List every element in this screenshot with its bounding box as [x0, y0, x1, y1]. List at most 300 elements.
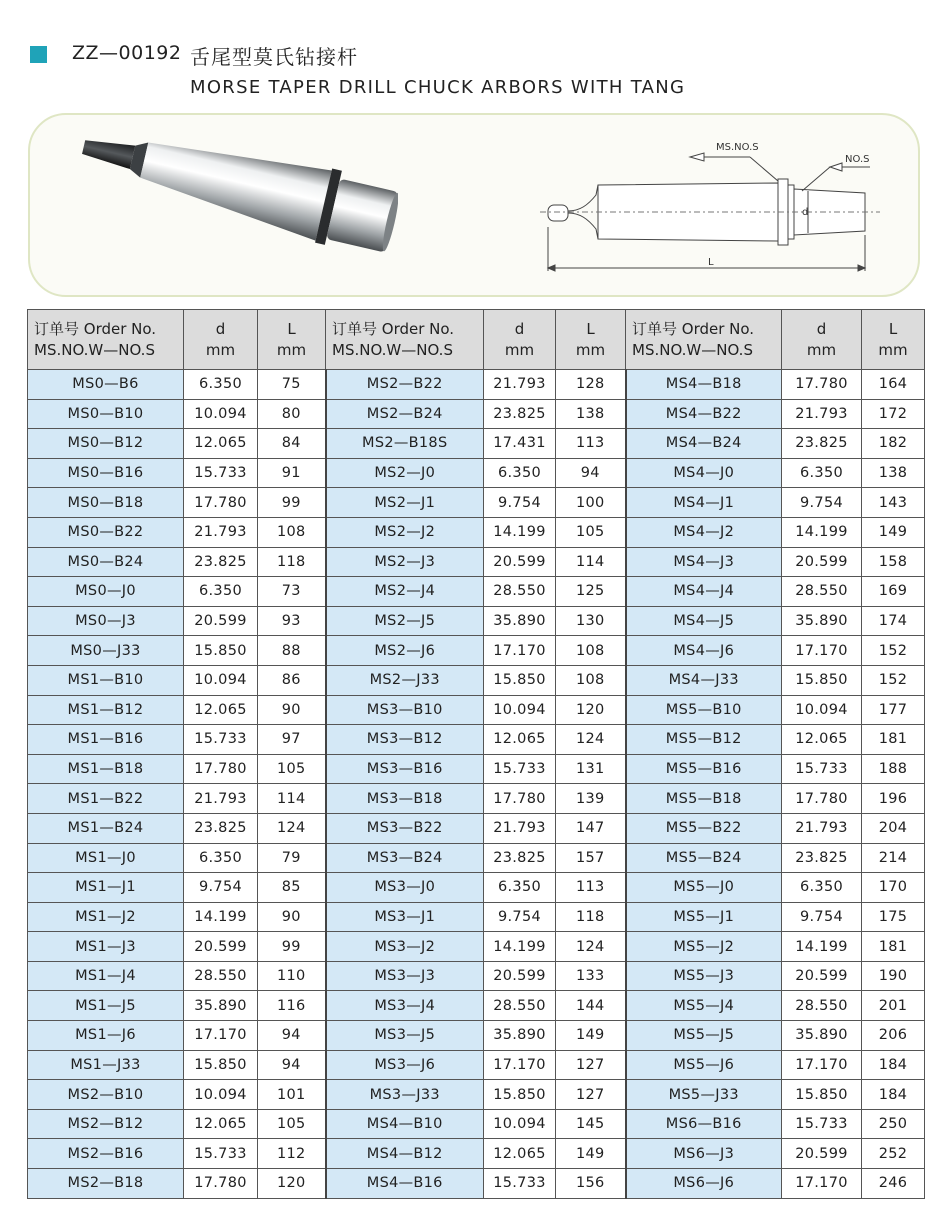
d-cell: 15.733: [484, 1169, 556, 1199]
d-cell: 23.825: [782, 843, 862, 873]
d-cell: 6.350: [782, 873, 862, 903]
d-cell: 35.890: [484, 606, 556, 636]
d-cell: 6.350: [782, 458, 862, 488]
table-row: [28, 784, 925, 814]
order-no-cell: MS2—J2: [326, 517, 484, 547]
l-cell: 128: [556, 370, 626, 400]
l-cell: 120: [258, 1169, 326, 1199]
table-row: [28, 932, 925, 962]
d-cell: 28.550: [184, 961, 258, 991]
order-no-cell: MS0—B22: [28, 517, 184, 547]
l-cell: 172: [862, 399, 925, 429]
order-no-cell: MS3—J3: [326, 961, 484, 991]
l-cell: 86: [258, 665, 326, 695]
order-no-cell: MS5—J1: [626, 902, 782, 932]
d-cell: 9.754: [782, 902, 862, 932]
d-cell: 17.170: [782, 636, 862, 666]
order-no-cell: MS1—J33: [28, 1050, 184, 1080]
section-marker-icon: [30, 46, 47, 63]
l-cell: 90: [258, 902, 326, 932]
l-cell: 149: [862, 517, 925, 547]
catalog-header: [0, 0, 950, 110]
table-row: [28, 636, 925, 666]
table-row: [28, 458, 925, 488]
d-cell: 15.850: [184, 636, 258, 666]
table-row: [28, 429, 925, 459]
d-cell: 10.094: [184, 665, 258, 695]
d-cell: 14.199: [184, 902, 258, 932]
order-no-cell: MS4—B12: [326, 1139, 484, 1169]
l-cell: 99: [258, 932, 326, 962]
table-row: [28, 843, 925, 873]
order-no-cell: MS2—B16: [28, 1139, 184, 1169]
d-cell: 21.793: [184, 517, 258, 547]
l-cell: 127: [556, 1080, 626, 1110]
order-no-cell: MS4—J6: [626, 636, 782, 666]
d-cell: 10.094: [184, 399, 258, 429]
l-cell: 181: [862, 932, 925, 962]
order-no-cell: MS4—J33: [626, 665, 782, 695]
order-no-cell: MS4—B22: [626, 399, 782, 429]
l-cell: 94: [258, 1021, 326, 1051]
d-cell: 6.350: [184, 370, 258, 400]
order-no-cell: MS5—J33: [626, 1080, 782, 1110]
order-no-cell: MS3—B22: [326, 813, 484, 843]
d-cell: 23.825: [484, 843, 556, 873]
d-cell: 12.065: [184, 695, 258, 725]
order-no-cell: MS4—J3: [626, 547, 782, 577]
order-no-cell: MS5—J5: [626, 1021, 782, 1051]
l-cell: 88: [258, 636, 326, 666]
order-no-cell: MS4—B10: [326, 1109, 484, 1139]
l-cell: 105: [258, 754, 326, 784]
l-cell: 144: [556, 991, 626, 1021]
l-cell: 110: [258, 961, 326, 991]
d-cell: 12.065: [484, 1139, 556, 1169]
header-order-no: 订单号 Order No. MS.NO.W—NO.S: [626, 310, 782, 370]
table-row: [28, 1109, 925, 1139]
l-cell: 84: [258, 429, 326, 459]
order-no-cell: MS0—B6: [28, 370, 184, 400]
order-no-cell: MS3—B12: [326, 725, 484, 755]
d-cell: 17.780: [184, 488, 258, 518]
table-row: [28, 1021, 925, 1051]
d-cell: 9.754: [782, 488, 862, 518]
l-cell: 80: [258, 399, 326, 429]
l-cell: 130: [556, 606, 626, 636]
l-cell: 133: [556, 961, 626, 991]
order-no-cell: MS4—J2: [626, 517, 782, 547]
l-cell: 152: [862, 636, 925, 666]
d-cell: 12.065: [184, 429, 258, 459]
l-cell: 177: [862, 695, 925, 725]
d-cell: 20.599: [484, 547, 556, 577]
table-row: [28, 873, 925, 903]
l-cell: 113: [556, 429, 626, 459]
d-cell: 17.780: [184, 754, 258, 784]
order-no-cell: MS4—J1: [626, 488, 782, 518]
l-cell: 214: [862, 843, 925, 873]
l-cell: 99: [258, 488, 326, 518]
table-row: [28, 1139, 925, 1169]
header-l: L mm: [258, 310, 326, 370]
l-cell: 174: [862, 606, 925, 636]
order-no-cell: MS1—B16: [28, 725, 184, 755]
l-cell: 116: [258, 991, 326, 1021]
order-no-cell: MS2—B12: [28, 1109, 184, 1139]
l-cell: 145: [556, 1109, 626, 1139]
order-no-cell: MS1—J4: [28, 961, 184, 991]
d-cell: 15.850: [782, 1080, 862, 1110]
order-no-cell: MS2—B22: [326, 370, 484, 400]
d-cell: 12.065: [782, 725, 862, 755]
l-cell: 120: [556, 695, 626, 725]
d-cell: 23.825: [184, 547, 258, 577]
l-cell: 201: [862, 991, 925, 1021]
order-no-cell: MS4—B24: [626, 429, 782, 459]
l-cell: 113: [556, 873, 626, 903]
d-cell: 21.793: [782, 399, 862, 429]
l-cell: 169: [862, 577, 925, 607]
d-cell: 15.733: [184, 725, 258, 755]
l-cell: 252: [862, 1139, 925, 1169]
header-d: d mm: [184, 310, 258, 370]
header-l: L mm: [556, 310, 626, 370]
order-no-cell: MS5—J6: [626, 1050, 782, 1080]
table-row: [28, 902, 925, 932]
d-cell: 15.733: [782, 1109, 862, 1139]
d-cell: 6.350: [184, 843, 258, 873]
order-no-cell: MS3—B24: [326, 843, 484, 873]
l-cell: 105: [258, 1109, 326, 1139]
table-row: [28, 547, 925, 577]
l-cell: 124: [556, 932, 626, 962]
table-row: [28, 488, 925, 518]
l-cell: 112: [258, 1139, 326, 1169]
order-no-cell: MS1—B22: [28, 784, 184, 814]
l-cell: 93: [258, 606, 326, 636]
d-cell: 35.890: [484, 1021, 556, 1051]
order-no-cell: MS2—J33: [326, 665, 484, 695]
d-cell: 14.199: [484, 932, 556, 962]
l-cell: 105: [556, 517, 626, 547]
d-cell: 20.599: [184, 932, 258, 962]
header-order-no: 订单号 Order No. MS.NO.W—NO.S: [28, 310, 184, 370]
l-cell: 108: [556, 636, 626, 666]
d-cell: 17.170: [782, 1169, 862, 1199]
d-cell: 15.733: [782, 754, 862, 784]
order-no-cell: MS6—B16: [626, 1109, 782, 1139]
product-title-chinese: 舌尾型莫氏钻接杆: [190, 45, 358, 69]
d-cell: 23.825: [184, 813, 258, 843]
arbor-photo: [68, 133, 398, 263]
order-no-cell: MS5—B24: [626, 843, 782, 873]
table-row: [28, 1050, 925, 1080]
order-no-cell: MS3—J0: [326, 873, 484, 903]
l-cell: 125: [556, 577, 626, 607]
d-cell: 15.850: [484, 1080, 556, 1110]
order-no-cell: MS0—B10: [28, 399, 184, 429]
d-cell: 20.599: [782, 547, 862, 577]
l-cell: 114: [556, 547, 626, 577]
order-no-cell: MS2—J0: [326, 458, 484, 488]
l-cell: 149: [556, 1139, 626, 1169]
l-cell: 97: [258, 725, 326, 755]
order-no-cell: MS3—B18: [326, 784, 484, 814]
table-row: [28, 1169, 925, 1199]
l-cell: 158: [862, 547, 925, 577]
l-cell: 157: [556, 843, 626, 873]
order-no-cell: MS4—J5: [626, 606, 782, 636]
d-cell: 6.350: [184, 577, 258, 607]
arbor-dimension-drawing: [540, 135, 900, 285]
d-cell: 28.550: [484, 577, 556, 607]
table-row: [28, 961, 925, 991]
table-row: [28, 754, 925, 784]
table-row: [28, 665, 925, 695]
order-no-cell: MS3—J2: [326, 932, 484, 962]
l-cell: 190: [862, 961, 925, 991]
table-row: [28, 813, 925, 843]
order-no-cell: MS4—J4: [626, 577, 782, 607]
order-no-cell: MS3—B16: [326, 754, 484, 784]
d-cell: 20.599: [782, 1139, 862, 1169]
order-no-cell: MS1—J2: [28, 902, 184, 932]
table-row: [28, 1080, 925, 1110]
d-cell: 28.550: [782, 991, 862, 1021]
l-cell: 101: [258, 1080, 326, 1110]
order-no-cell: MS5—J3: [626, 961, 782, 991]
order-no-cell: MS5—B22: [626, 813, 782, 843]
order-no-cell: MS2—B18: [28, 1169, 184, 1199]
table-row: [28, 606, 925, 636]
d-cell: 14.199: [484, 517, 556, 547]
l-cell: 124: [258, 813, 326, 843]
d-cell: 10.094: [782, 695, 862, 725]
illustration-panel: [28, 113, 920, 297]
d-cell: 21.793: [782, 813, 862, 843]
table-row: [28, 991, 925, 1021]
d-cell: 17.780: [782, 370, 862, 400]
l-cell: 204: [862, 813, 925, 843]
table-row: [28, 695, 925, 725]
l-cell: 139: [556, 784, 626, 814]
l-cell: 91: [258, 458, 326, 488]
order-no-cell: MS4—B18: [626, 370, 782, 400]
order-no-cell: MS5—B16: [626, 754, 782, 784]
product-code: ZZ—00192: [72, 42, 182, 64]
d-cell: 20.599: [782, 961, 862, 991]
l-cell: 250: [862, 1109, 925, 1139]
d-cell: 35.890: [782, 606, 862, 636]
order-no-cell: MS3—J5: [326, 1021, 484, 1051]
d-cell: 15.733: [184, 1139, 258, 1169]
d-cell: 17.170: [484, 636, 556, 666]
d-cell: 15.850: [184, 1050, 258, 1080]
order-no-cell: MS1—J0: [28, 843, 184, 873]
label-length: L: [708, 257, 714, 268]
l-cell: 108: [258, 517, 326, 547]
header-d: d mm: [484, 310, 556, 370]
d-cell: 28.550: [782, 577, 862, 607]
order-no-cell: MS0—J0: [28, 577, 184, 607]
order-no-cell: MS0—B16: [28, 458, 184, 488]
l-cell: 79: [258, 843, 326, 873]
d-cell: 9.754: [484, 488, 556, 518]
d-cell: 15.733: [184, 458, 258, 488]
l-cell: 143: [862, 488, 925, 518]
label-diameter: d: [802, 207, 809, 218]
order-no-cell: MS1—B10: [28, 665, 184, 695]
order-no-cell: MS5—J2: [626, 932, 782, 962]
d-cell: 35.890: [184, 991, 258, 1021]
d-cell: 17.431: [484, 429, 556, 459]
order-no-cell: MS5—J0: [626, 873, 782, 903]
l-cell: 164: [862, 370, 925, 400]
order-no-cell: MS0—B24: [28, 547, 184, 577]
l-cell: 100: [556, 488, 626, 518]
table-row: [28, 370, 925, 400]
header-d: d mm: [782, 310, 862, 370]
table-header: [28, 310, 925, 370]
d-cell: 28.550: [484, 991, 556, 1021]
l-cell: 118: [258, 547, 326, 577]
l-cell: 147: [556, 813, 626, 843]
order-no-cell: MS3—J4: [326, 991, 484, 1021]
d-cell: 9.754: [184, 873, 258, 903]
l-cell: 181: [862, 725, 925, 755]
d-cell: 14.199: [782, 932, 862, 962]
d-cell: 17.170: [184, 1021, 258, 1051]
label-taper-size: NO.S: [845, 154, 870, 165]
order-no-cell: MS2—J3: [326, 547, 484, 577]
order-no-cell: MS3—J6: [326, 1050, 484, 1080]
table-row: [28, 725, 925, 755]
l-cell: 175: [862, 902, 925, 932]
order-no-cell: MS2—B18S: [326, 429, 484, 459]
order-no-cell: MS6—J3: [626, 1139, 782, 1169]
l-cell: 149: [556, 1021, 626, 1051]
l-cell: 94: [556, 458, 626, 488]
l-cell: 73: [258, 577, 326, 607]
d-cell: 15.850: [782, 665, 862, 695]
d-cell: 20.599: [484, 961, 556, 991]
d-cell: 23.825: [484, 399, 556, 429]
order-no-cell: MS2—J1: [326, 488, 484, 518]
l-cell: 170: [862, 873, 925, 903]
l-cell: 156: [556, 1169, 626, 1199]
d-cell: 21.793: [484, 370, 556, 400]
order-no-cell: MS4—J0: [626, 458, 782, 488]
l-cell: 138: [862, 458, 925, 488]
order-no-cell: MS5—B18: [626, 784, 782, 814]
order-no-cell: MS3—J1: [326, 902, 484, 932]
order-no-cell: MS1—B12: [28, 695, 184, 725]
order-no-cell: MS0—B12: [28, 429, 184, 459]
order-no-cell: MS0—B18: [28, 488, 184, 518]
specification-table: [27, 309, 925, 1199]
order-no-cell: MS2—J4: [326, 577, 484, 607]
order-no-cell: MS5—B12: [626, 725, 782, 755]
order-no-cell: MS2—J6: [326, 636, 484, 666]
d-cell: 10.094: [484, 1109, 556, 1139]
l-cell: 184: [862, 1050, 925, 1080]
table-body: [28, 370, 925, 1199]
header-l: L mm: [862, 310, 925, 370]
l-cell: 124: [556, 725, 626, 755]
l-cell: 94: [258, 1050, 326, 1080]
d-cell: 6.350: [484, 458, 556, 488]
d-cell: 23.825: [782, 429, 862, 459]
d-cell: 21.793: [484, 813, 556, 843]
order-no-cell: MS1—J3: [28, 932, 184, 962]
l-cell: 118: [556, 902, 626, 932]
d-cell: 17.170: [484, 1050, 556, 1080]
d-cell: 20.599: [184, 606, 258, 636]
d-cell: 10.094: [484, 695, 556, 725]
d-cell: 12.065: [184, 1109, 258, 1139]
order-no-cell: MS0—J3: [28, 606, 184, 636]
order-no-cell: MS6—J6: [626, 1169, 782, 1199]
l-cell: 127: [556, 1050, 626, 1080]
order-no-cell: MS1—J5: [28, 991, 184, 1021]
order-no-cell: MS2—J5: [326, 606, 484, 636]
d-cell: 9.754: [484, 902, 556, 932]
d-cell: 6.350: [484, 873, 556, 903]
l-cell: 182: [862, 429, 925, 459]
order-no-cell: MS3—J33: [326, 1080, 484, 1110]
d-cell: 14.199: [782, 517, 862, 547]
l-cell: 246: [862, 1169, 925, 1199]
l-cell: 152: [862, 665, 925, 695]
d-cell: 12.065: [484, 725, 556, 755]
label-morse-size: MS.NO.S: [716, 142, 759, 153]
d-cell: 17.170: [782, 1050, 862, 1080]
table-row: [28, 399, 925, 429]
order-no-cell: MS1—J1: [28, 873, 184, 903]
order-no-cell: MS2—B10: [28, 1080, 184, 1110]
l-cell: 196: [862, 784, 925, 814]
table-row: [28, 577, 925, 607]
order-no-cell: MS1—B18: [28, 754, 184, 784]
d-cell: 15.850: [484, 665, 556, 695]
l-cell: 75: [258, 370, 326, 400]
d-cell: 17.780: [484, 784, 556, 814]
d-cell: 15.733: [484, 754, 556, 784]
order-no-cell: MS2—B24: [326, 399, 484, 429]
l-cell: 90: [258, 695, 326, 725]
l-cell: 85: [258, 873, 326, 903]
order-no-cell: MS4—B16: [326, 1169, 484, 1199]
product-title-english: MORSE TAPER DRILL CHUCK ARBORS WITH TANG: [190, 77, 686, 98]
d-cell: 35.890: [782, 1021, 862, 1051]
d-cell: 17.780: [782, 784, 862, 814]
l-cell: 138: [556, 399, 626, 429]
header-order-no: 订单号 Order No. MS.NO.W—NO.S: [326, 310, 484, 370]
order-no-cell: MS5—J4: [626, 991, 782, 1021]
d-cell: 10.094: [184, 1080, 258, 1110]
l-cell: 114: [258, 784, 326, 814]
l-cell: 131: [556, 754, 626, 784]
d-cell: 21.793: [184, 784, 258, 814]
l-cell: 188: [862, 754, 925, 784]
order-no-cell: MS5—B10: [626, 695, 782, 725]
d-cell: 17.780: [184, 1169, 258, 1199]
order-no-cell: MS0—J33: [28, 636, 184, 666]
order-no-cell: MS1—B24: [28, 813, 184, 843]
order-no-cell: MS1—J6: [28, 1021, 184, 1051]
l-cell: 108: [556, 665, 626, 695]
